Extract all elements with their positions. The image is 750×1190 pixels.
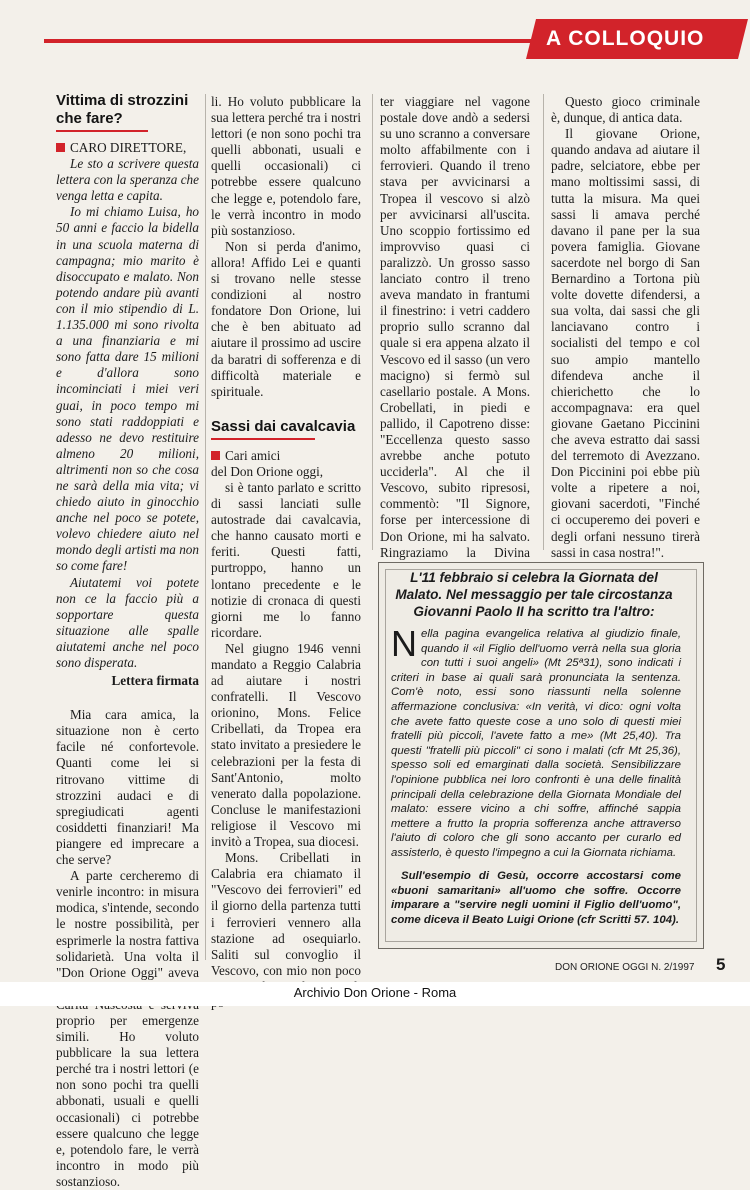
magazine-issue: DON ORIONE OGGI N. 2/1997 <box>555 962 695 973</box>
column-divider <box>543 94 544 550</box>
reply-paragraph: Mia cara amica, la situazione non è certo facile né confortevole. Quanti come lei si ritrovano vittime di strozzini audaci e di spregiudicati agenti cosiddetti finanziari! Ma piangere ed imprecare a che serve? <box>56 707 199 868</box>
reply-paragraph-continued: A parte cercheremo di venirle incontro: in misura modica, s'intende, secondo le nostre possibilità, per esprimerle la nostra fattiva solidarietà. Una volta il "Don Orione Oggi" aveva proprio per emergenze simili. Ho voluto pubblicare la sua lettera perché tra i nostri lettori (e non sono pochi tra quelli abbonati, usuali e quelli occasionali) ci potrebbe essere qualcuno che legge e, potendolo fare, le verrà incontro in modo più sostanzioso. <box>56 868 199 1189</box>
box-headline: L'11 febbraio si celebra la Giornata del Malato. Nel messaggio per tale circostanza Giovanni Paolo II ha scritto tra l'altro: <box>395 570 673 619</box>
letter-signature: Lettera firmata <box>111 673 199 689</box>
drop-cap: N <box>391 623 417 664</box>
body-paragraph: Nel giugno 1946 venni mandato a Reggio Calabria ad aiutare i nostri confratelli. Il Vescovo orionino, Mons. Felice Cribellati, da Tropea era stato invitato a presiedere le celebrazioni per la festa di Sant'Antonio, molto venerato dalla popolazione. Concluse le manifestazioni religiose il Vescovo mi invitò a Tropea, sua diocesi. <box>211 640 361 850</box>
salutation-text: Cari amici <box>225 447 281 463</box>
article-1-title: Vittima di strozzini che fare? <box>56 92 189 127</box>
salutation-text: CARO DIRETTORE, <box>70 140 187 155</box>
column-2 <box>211 94 361 1011</box>
archive-watermark: Archivio Don Orione - Roma <box>0 982 750 1006</box>
pope-message-box <box>378 562 704 949</box>
salutation-line-2: del Don Orione oggi, <box>211 463 324 479</box>
box-body-text: ella pagina evangelica relativa al giudizio finale, quando il «il Figlio dell'uomo verrà nella sua gloria con tutti i suoi angeli» (Mt 25ª31), sono indicati i criteri in base ai quali sarà pronunciata la sentenza. Com'è noto, essi sono riassunti nella solenne affermazione conclusiva: «In verità, vi dico: ogni volta che avete fatto queste cose a uno solo di questi miei fratelli più piccoli, l'avete fatto a me» (Mt 25,40). Tra questi "fratelli più piccoli" ci sono i malati (cfr Mt 25,36), spesso soli ed emarginati dalla società. Sensibilizzare l'opinione pubblica nei loro confronti è una delle finalità principali della celebrazione della Giornata Mondiale del malato: essere vicino a chi soffre, affinché sappia mettere a frutto la propria sofferenza anche attraverso l'aiuto di coloro che gli sono accanto per curarlo ed assisterlo, è questo l'impegno a cui la Giornata richiama. <box>391 628 681 859</box>
salutation <box>56 140 199 156</box>
header-rule <box>44 39 532 43</box>
section-title <box>546 24 732 54</box>
letter-paragraph: Le sto a scrivere questa lettera con la speranza che venga letta e capita. <box>56 156 199 204</box>
reply-continued-text: li. Ho voluto pubblicare la sua lettera perché tra i nostri lettori (e non sono pochi tra quelli abbonati, usuali e quelli occasionali) ci potrebbe essere qualcuno che legge e, potendolo fare, le verrà incontro in modo più sostanzioso. <box>211 94 361 238</box>
letter-paragraph: Aiutatemi voi potete non ce la faccio più a sopportare questa situazione alle spalle aiutatemi anche nel poco sono disperata. <box>56 574 199 670</box>
body-paragraph-continued: ter viaggiare nel vagone postale dove andò a sedersi su uno scranno a conversare molto affabilmente con i ferrovieri. Quando il treno stava per avvicinarsi a Tropea il vescovo si alzò per avvicinarsi all'uscita. Uno scoppio fortissimo ed improvviso quasi ci paralizzò. Un grosso sasso lanciato contro il treno aveva mandato in frantumi il finestrino: i vetri caddero proprio sullo scranno dal quale si era appena alzato il Vescovo ed il sasso (un vero macigno) si fermò sul casellario postale. A Mons. Crobellati, in piedi e pallido, il Capotreno disse: "Eccellenza questo sasso avrebbe anche potuto ucciderla". Al che il Vescovo, subito ripresosi, commentò: "Il Signore, forse per intercessione di Don Orione, mi ha salvato. Ringraziamo la Divina <box>380 94 530 560</box>
section-title-display: A COLLOQUIO <box>546 27 705 50</box>
reply-paragraph: Non si perda d'animo, allora! Affido Lei e quanti si trovano nelle stesse condizioni al nostro fondatore Don Orione, lui che è ben abituato ad aiutare il prossimo ad uscire da baratri di sofferenza e di difficoltà materiale e spirituale. <box>211 238 361 399</box>
box-body <box>391 623 681 861</box>
article-2-title: Sassi dai cavalcavia <box>211 417 356 435</box>
salutation <box>211 448 361 464</box>
column-divider <box>205 94 206 960</box>
body-paragraph-start: Mons. Cribellati in Calabria era chiamato il "Vescovo dei ferrovieri" ed il giorno della partenza tutti i ferrovieri vennero alla stazione ad osequiarlo. Saliti sul convoglio il Vescovo, con mio non poco <box>211 850 361 978</box>
red-square-icon <box>211 451 220 460</box>
box-conclusion-text: Sull'esempio di Gesù, occorre accostarsi come «buoni samaritani» all'uomo che soffre. Occorre imparare a "servire negli uomini il Figlio dell'uomo", come diceva il Beato Luigi Orione (cfr Scritti 57. 104). <box>391 870 681 926</box>
page-number: 5 <box>716 955 726 974</box>
column-3 <box>380 94 530 560</box>
box-conclusion <box>391 869 681 927</box>
column-divider <box>372 94 373 550</box>
body-paragraph: Questo gioco criminale è, dunque, di antica data. <box>551 94 700 126</box>
letter-paragraph: Io mi chiamo Luisa, ho 50 anni e faccio la bidella in una scuola materna di campagna; mio marito è disoccupato e malato. Non potendo andare più avanti con il mio stipendio di L. 1.135.000 mi sono rivolta a una finanziaria e mi sono fatta dare 15 milioni e d'allora sono incominciati i miei veri guai, in poco tempo mi sono stati raddoppiati e adesso ne devo restituire almeno 20 milioni, altrimenti non so che cosa ne sarà della mia vita; vi chiedo aiuto in ginocchio anche nel poco se potete, volevo chiedere aiuto nel mondo degli artisti ma non so come fare! <box>56 204 199 574</box>
body-paragraph: si è tanto parlato e scritto di sassi lanciati sulle autostrade dai cavalcavia, che hanno causato morti e feriti. Questi fatti, purtroppo, hanno un lontano precedente e le notizie di cronaca di questi giorni me lo fanno ricordare. <box>211 479 361 640</box>
body-paragraph: Il giovane Orione, quando andava ad aiutare il padre, selciatore, ebbe per mano moltissimi sassi, di tutta la misura. Ma quei sassi li amava perché davano il pane per la sua povera famiglia. Giovane sacerdote nel borgo di San Bernardino a Tortona più volte dovette difendersi, a sua volta, dai sassi che gli lanciavano contro i socialisti del tempo e col suo ampio mantello difendeva anche il chierichetto che lo accompagnava: era quel giovane Gaetano Piccinini che aveva estratto dai sassi del terremoto di Avezzano. Don Piccinini poi ebbe più volte a ripetere a noi, giovani sacerdoti, "Finché ci occuperemo dei poveri e degli orfani nessuno tirerà sassi in casa nostra!". <box>551 126 700 560</box>
title-underline <box>211 438 315 440</box>
column-1 <box>56 92 199 1189</box>
red-square-icon <box>56 143 65 152</box>
column-4 <box>551 94 700 579</box>
title-underline <box>56 130 148 132</box>
